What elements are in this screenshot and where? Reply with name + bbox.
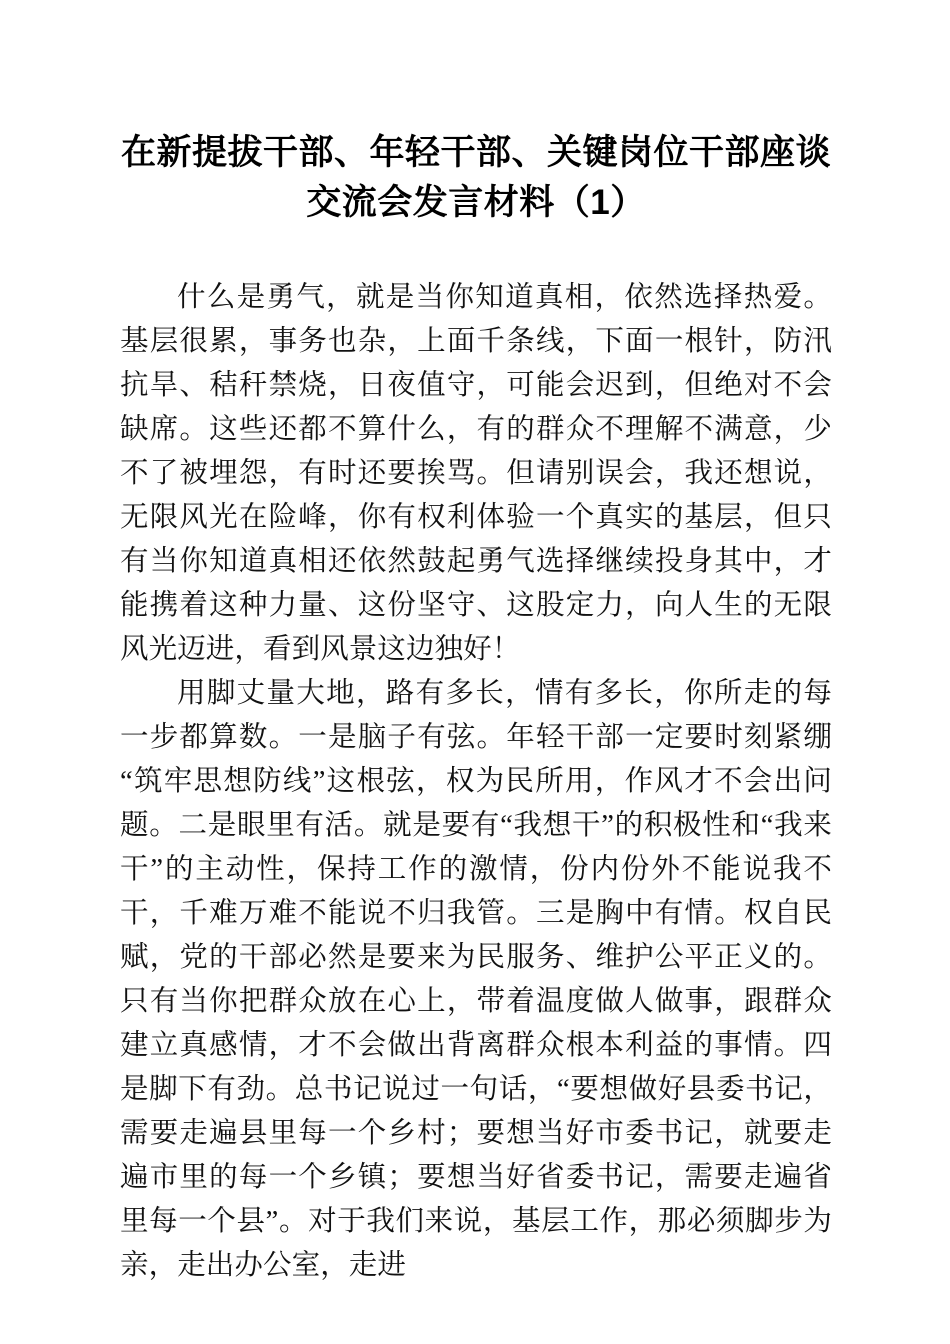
body-paragraph: 用脚丈量大地，路有多长，情有多长，你所走的每一步都算数。一是脑子有弦。年轻干部一定要时刻紧绷“筑牢思想防线”这根弦，权为民所用，作风才不会出问题。二是眼里有活。就是要有“我想干”的积极性和“我来干”的主动性，保持工作的激情，份内份外不能说我不干，千难万难不能说不归我管。三是胸中有情。权自民赋，党的干部必然是要来为民服务、维护公平正义的。只有当你把群众放在心上，带着温度做人做事，跟群众建立真感情，才不会做出背离群众根本利益的事情。四是脚下有劲。总书记说过一句话，“要想做好县委书记，需要走遍县里每一个乡村；要想当好市委书记，就要走遍市里的每一个乡镇；要想当好省委书记，需要走遍省里每一个县”。对于我们来说，基层工作，那必须脚步为亲，走出办公室，走进	[120, 678, 832, 1281]
document-content-frame	[120, 0, 832, 1288]
document-title: 在新提拔干部、年轻干部、关键岗位干部座谈交流会发言材料（1）	[120, 133, 831, 222]
document-body	[120, 276, 832, 1288]
body-paragraph: 什么是勇气，就是当你知道真相，依然选择热爱。基层很累，事务也杂，上面千条线，下面一根针，防汛抗旱、秸秆禁烧，日夜值守，可能会迟到，但绝对不会缺席。这些还都不算什么，有的群众不理解不满意，少不了被埋怨，有时还要挨骂。但请别误会，我还想说，无限风光在险峰，你有权利体验一个真实的基层，但只有当你知道真相还依然鼓起勇气选择继续投身其中，才能携着这种力量、这份坚守、这股定力，向人生的无限风光迈进，看到风景这边独好！	[120, 282, 832, 665]
